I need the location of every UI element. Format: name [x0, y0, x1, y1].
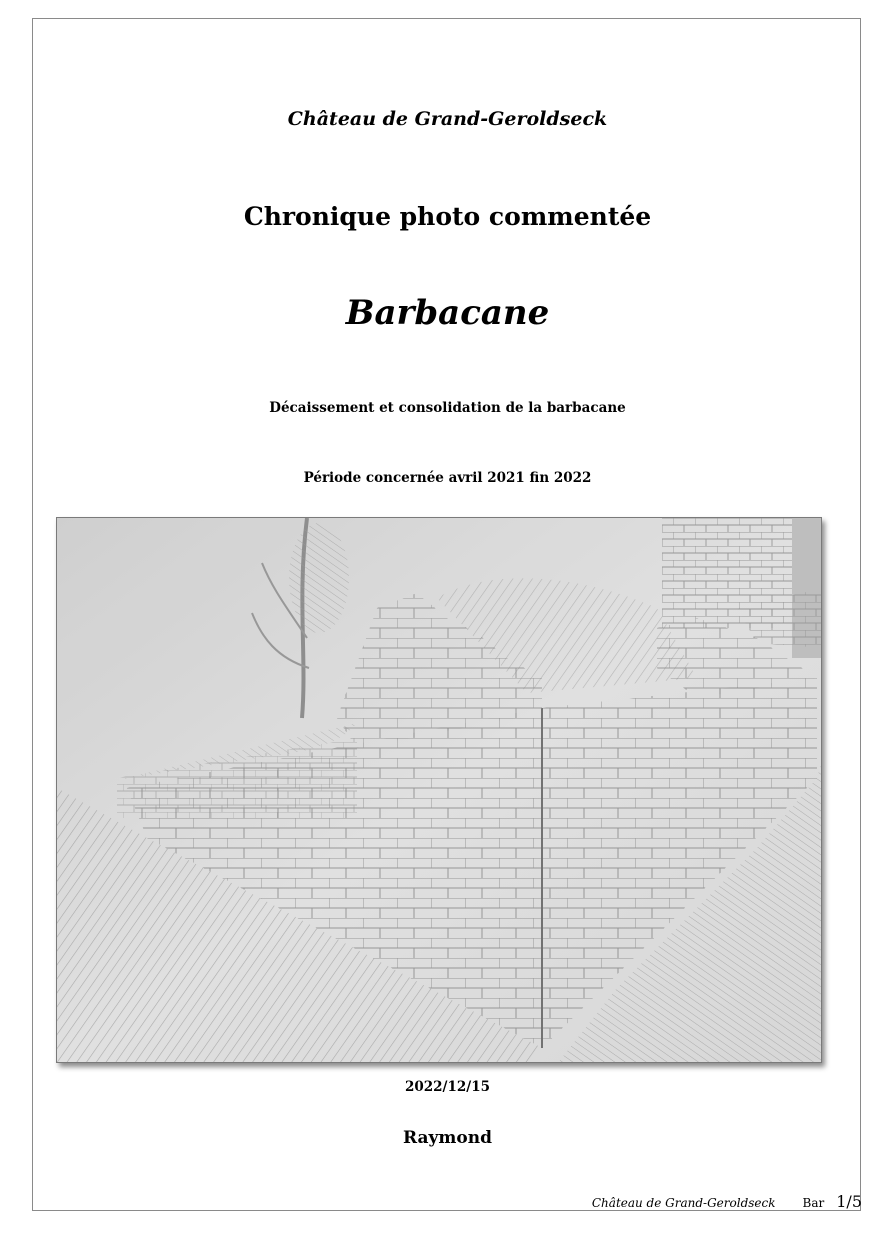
sketch-photo — [56, 517, 822, 1063]
document-period: Période concernée avril 2021 fin 2022 — [303, 470, 592, 486]
footer-page-number: 1/5 — [836, 1192, 862, 1211]
pencil-sketch-image — [57, 518, 822, 1063]
document-description: Décaissement et consolidation de la barbacane — [269, 400, 626, 416]
header-title: Château de Grand-Geroldseck — [287, 108, 608, 130]
document-subtitle: Chronique photo commentée — [243, 202, 652, 231]
footer-title: Château de Grand-Geroldseck — [591, 1196, 776, 1210]
document-date: 2022/12/15 — [404, 1079, 490, 1095]
page-footer — [592, 1192, 862, 1214]
footer-code: Bar — [802, 1196, 825, 1210]
document-title: Barbacane — [345, 293, 550, 333]
document-author: Raymond — [403, 1128, 492, 1148]
